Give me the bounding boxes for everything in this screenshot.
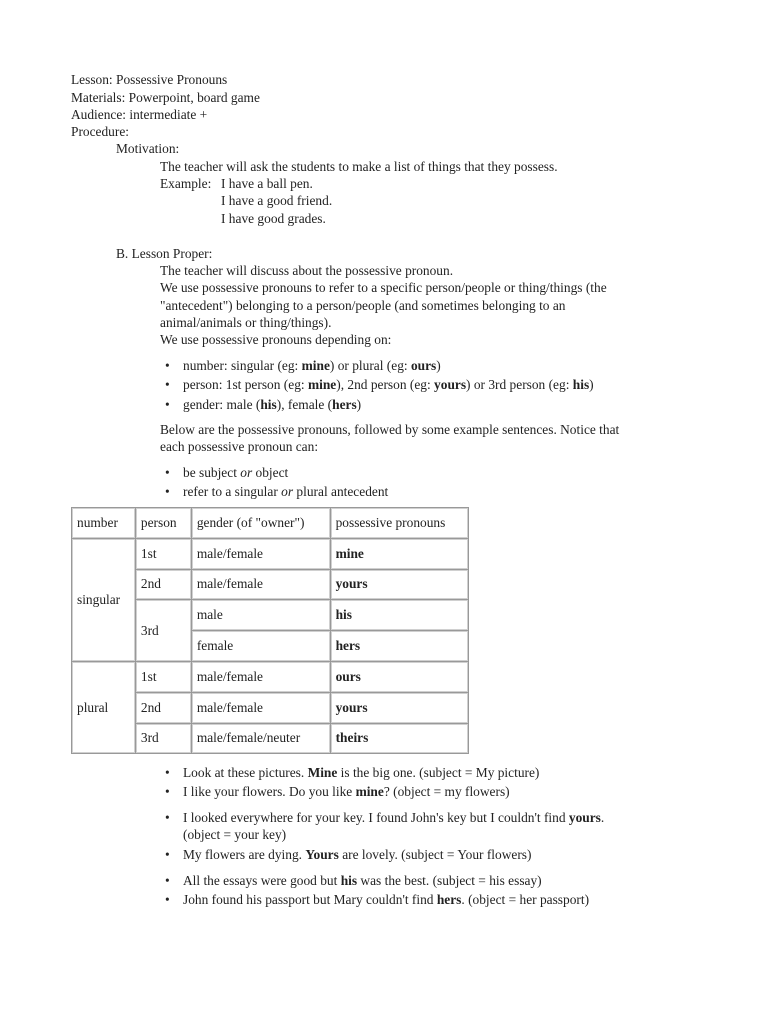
example-item: • John found his passport but Mary couldn't find hers. (object = her passport) — [183, 891, 589, 908]
list-item: • be subject or object — [183, 464, 288, 481]
person-cell: 2nd — [135, 569, 191, 600]
lesson-paragraph: "antecedent") belonging to a person/people (and sometimes belonging to an — [160, 298, 566, 313]
gender-cell: male/female — [191, 538, 330, 569]
lesson-paragraph: each possessive pronoun can: — [160, 439, 319, 454]
gender-cell: male/female — [191, 692, 330, 723]
example-item: • I looked everywhere for your key. I found John's key but I couldn't find yours. — [183, 809, 604, 826]
pronoun-cell: hers — [330, 631, 468, 662]
example-item: • My flowers are dying. Yours are lovely. (subject = Your flowers) — [183, 846, 531, 863]
lesson-title: Lesson: Possessive Pronouns — [71, 72, 228, 87]
pronoun-cell: theirs — [330, 723, 468, 754]
pronoun-cell: mine — [330, 538, 468, 569]
person-cell: 3rd — [135, 600, 191, 662]
example-item-continuation: (object = your key) — [183, 827, 287, 842]
pronoun-cell: yours — [330, 569, 468, 600]
gender-cell: male/female — [191, 661, 330, 692]
example-sentence: I have a ball pen. — [221, 176, 313, 191]
person-cell: 1st — [135, 538, 191, 569]
lesson-paragraph: The teacher will discuss about the possessive pronoun. — [160, 263, 454, 278]
gender-cell: male/female/neuter — [191, 723, 330, 754]
table-header-row — [72, 508, 469, 539]
motivation-heading: Motivation: — [116, 141, 180, 156]
possessive-pronouns-table — [71, 507, 469, 754]
table-header: possessive pronouns — [330, 508, 468, 539]
procedure-heading: Procedure: — [71, 124, 130, 139]
example-label: Example: — [160, 176, 212, 191]
gender-cell: male/female — [191, 569, 330, 600]
list-item: • refer to a singular or plural antecedent — [183, 483, 388, 500]
table-row — [72, 661, 469, 692]
pronoun-cell: ours — [330, 661, 468, 692]
example-item: • Look at these pictures. Mine is the big one. (subject = My picture) — [183, 764, 539, 781]
table-header: number — [72, 508, 136, 539]
materials-line: Materials: Powerpoint, board game — [71, 90, 260, 105]
audience-line: Audience: intermediate + — [71, 107, 208, 122]
table-header: person — [135, 508, 191, 539]
person-cell: 1st — [135, 661, 191, 692]
number-cell: singular — [72, 538, 136, 661]
example-item: • All the essays were good but his was the best. (subject = his essay) — [183, 872, 542, 889]
example-sentence: I have a good friend. — [221, 193, 333, 208]
motivation-intro: The teacher will ask the students to make a list of things that they possess. — [160, 159, 558, 174]
lesson-paragraph: We use possessive pronouns depending on: — [160, 332, 392, 347]
list-item: • number: singular (eg: mine) or plural (eg: ours) — [183, 357, 441, 374]
person-cell: 2nd — [135, 692, 191, 723]
table-row — [72, 538, 469, 569]
example-sentence: I have good grades. — [221, 211, 326, 226]
lesson-paragraph: animal/animals or thing/things). — [160, 315, 332, 330]
number-cell: plural — [72, 661, 136, 753]
lesson-paragraph: We use possessive pronouns to refer to a specific person/people or thing/things (the — [160, 280, 607, 295]
pronoun-cell: his — [330, 600, 468, 631]
table-header: gender (of "owner") — [191, 508, 330, 539]
pronoun-cell: yours — [330, 692, 468, 723]
list-item: • gender: male (his), female (hers) — [183, 396, 361, 413]
gender-cell: female — [191, 631, 330, 662]
example-item: • I like your flowers. Do you like mine? (object = my flowers) — [183, 783, 510, 800]
lesson-proper-heading: B. Lesson Proper: — [116, 246, 213, 261]
lesson-paragraph: Below are the possessive pronouns, followed by some example sentences. Notice that — [160, 422, 620, 437]
list-item: • person: 1st person (eg: mine), 2nd person (eg: yours) or 3rd person (eg: his) — [183, 376, 594, 393]
gender-cell: male — [191, 600, 330, 631]
person-cell: 3rd — [135, 723, 191, 754]
